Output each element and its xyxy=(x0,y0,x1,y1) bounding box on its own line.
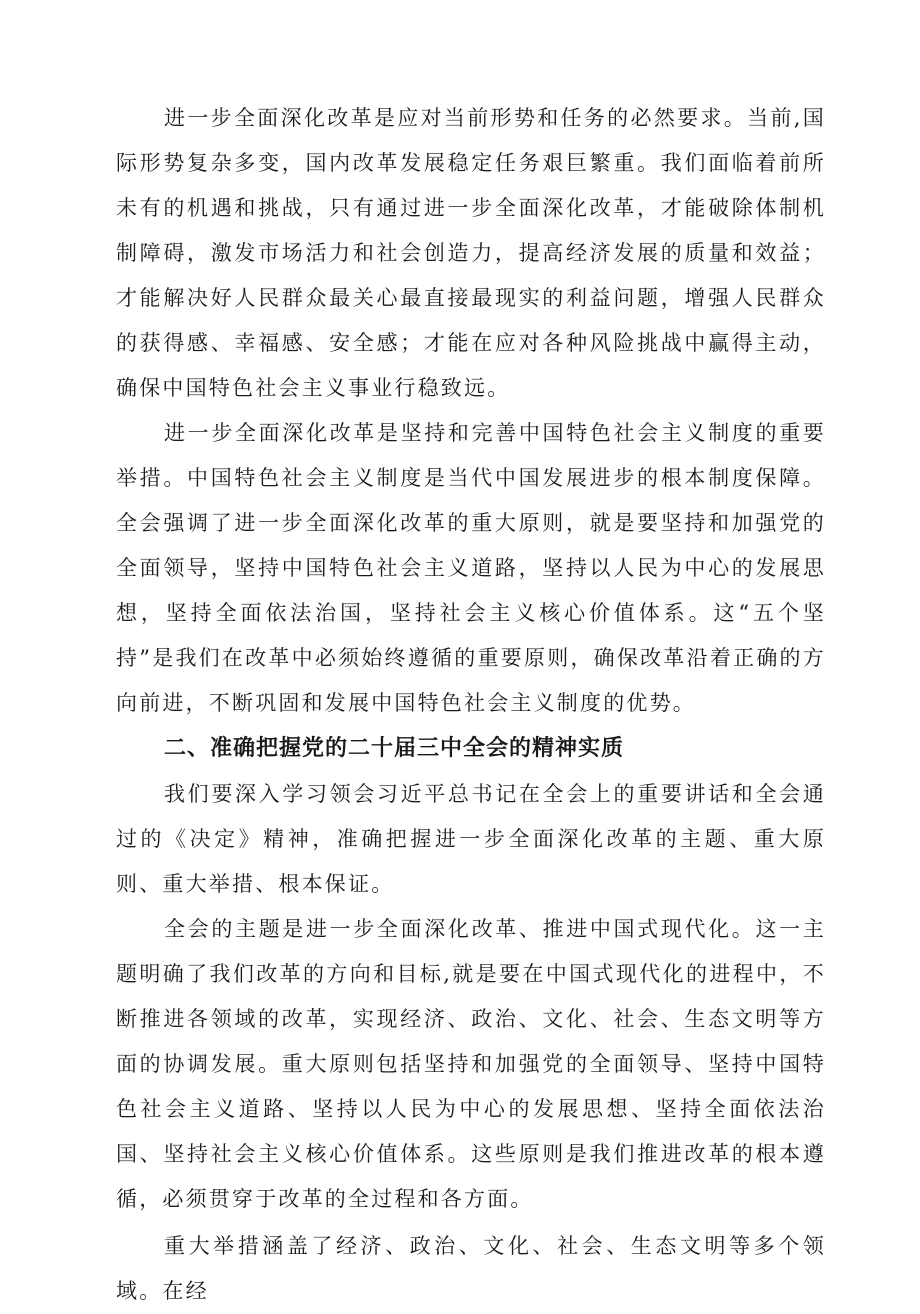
document-page xyxy=(116,96,826,1314)
body-paragraph: 重大举措涵盖了经济、政治、文化、社会、生态文明等多个领域。在经 xyxy=(116,1234,826,1303)
body-paragraph: 进一步全面深化改革是坚持和完善中国特色社会主义制度的重要举措。中国特色社会主义制度是当代中国发展进步的根本制度保障。全会强调了进一步全面深化改革的重大原则，就是要坚持和加强党的全面领导，坚持中国特色社会主义道路，坚持以人民为中心的发展思想，坚持全面依法治国，坚持社会主义核心价值体系。这“五个坚持”是我们在改革中必须始终遵循的重要原则，确保改革沿着正确的方向前进，不断巩固和发展中国特色社会主义制度的优势。 xyxy=(116,421,826,715)
body-paragraph: 全会的主题是进一步全面深化改革、推进中国式现代化。这一主题明确了我们改革的方向和目标,就是要在中国式现代化的进程中，不断推进各领域的改革，实现经济、政治、文化、社会、生态文明等方面的协调发展。重大原则包括坚持和加强党的全面领导、坚持中国特色社会主义道路、坚持以人民为中心的发展思想、坚持全面依法治国、坚持社会主义核心价值体系。这些原则是我们推进改革的根本遵循，必须贯穿于改革的全过程和各方面。 xyxy=(116,917,826,1211)
section-heading: 二、准确把握党的二十届三中全会的精神实质 xyxy=(164,736,625,761)
body-paragraph: 我们要深入学习领会习近平总书记在全会上的重要讲话和全会通过的《决定》精神，准确把握进一步全面深化改革的主题、重大原则、重大举措、根本保证。 xyxy=(116,782,826,896)
body-paragraph: 进一步全面深化改革是应对当前形势和任务的必然要求。当前,国际形势复杂多变，国内改革发展稳定任务艰巨繁重。我们面临着前所未有的机遇和挑战，只有通过进一步全面深化改革，才能破除体制机制障碍，激发市场活力和社会创造力，提高经济发展的质量和效益；才能解决好人民群众最关心最直接最现实的利益问题，增强人民群众的获得感、幸福感、安全感；才能在应对各种风险挑战中赢得主动，确保中国特色社会主义事业行稳致远。 xyxy=(116,106,826,400)
